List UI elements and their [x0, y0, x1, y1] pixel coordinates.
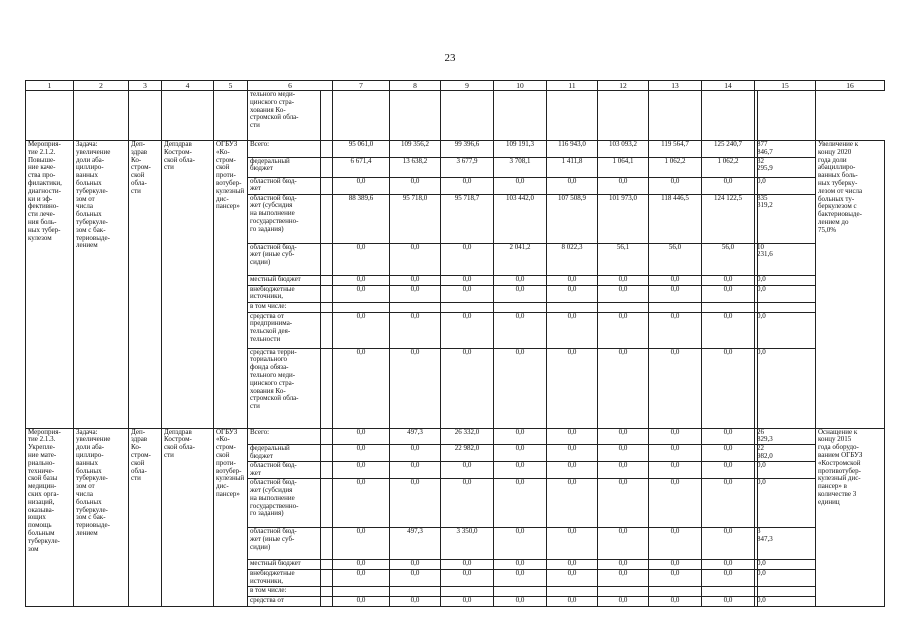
amount-cell: 0,0 — [494, 597, 547, 607]
amount-cell: 1 062,2 — [649, 157, 702, 177]
funding-source-cell: федеральный бюджет — [248, 157, 321, 177]
spacer-cell — [321, 312, 333, 348]
funding-source-cell: внебюджетные источники, — [248, 570, 321, 587]
column-number-header: 4 — [162, 81, 214, 91]
amount-cell: 0,0 — [390, 597, 441, 607]
funding-source-cell: Всего: — [248, 428, 321, 445]
amount-cell: 0,0 — [390, 445, 441, 462]
funding-source-cell: в том числе: — [248, 587, 321, 597]
amount-cell: 0,0 — [333, 243, 390, 275]
spacer-cell — [758, 348, 816, 428]
amount-cell — [702, 587, 755, 597]
amount-cell — [547, 302, 598, 312]
amount-cell: 0,0 — [702, 285, 755, 302]
column-number-header: 12 — [598, 81, 649, 91]
continuation-row — [26, 91, 885, 141]
amount-cell: 0,0 — [598, 285, 649, 302]
participant-cell: ОГБУЗ «Ко- стром- ской проти- вотубер- кулезный дис- пансер» — [214, 141, 248, 429]
amount-cell: 0,0 — [649, 597, 702, 607]
amount-cell: 0,0 — [598, 428, 649, 445]
column-number-header: 7 — [333, 81, 390, 91]
amount-cell: 56,1 — [598, 243, 649, 275]
amount-cell: 0,0 — [441, 285, 494, 302]
amount-cell: 0,0 — [333, 428, 390, 445]
amount-cell: 0,0 — [441, 348, 494, 428]
amount-cell: 0,0 — [649, 312, 702, 348]
amount-cell: 0,0 — [333, 597, 390, 607]
amount-cell — [333, 587, 390, 597]
funding-source-cell: в том числе: — [248, 302, 321, 312]
spacer-cell — [758, 462, 816, 479]
amount-cell: 0,0 — [390, 243, 441, 275]
spacer-cell — [321, 194, 333, 243]
spacer-cell — [321, 348, 333, 428]
amount-cell: 0,0 — [598, 177, 649, 194]
amount-cell: 101 973,0 — [598, 194, 649, 243]
spacer-cell — [321, 157, 333, 177]
amount-cell: 497,3 — [390, 528, 441, 560]
event-name-cell: Мероприя- тие 2.1.2. Повыше- ние каче- ства про- филактики, диагности- ки и эф- фективно- сти лече- ния боль- ных тубер- кулезом — [26, 141, 74, 429]
amount-cell: 0,0 — [441, 479, 494, 528]
amount-cell: 0,0 — [755, 560, 758, 570]
funding-source-cell: средства от — [248, 597, 321, 607]
amount-cell: 0,0 — [494, 312, 547, 348]
amount-cell: 0,0 — [390, 348, 441, 428]
amount-cell: 0,0 — [598, 275, 649, 285]
amount-cell: 0,0 — [702, 348, 755, 428]
funding-source-cell: федеральный бюджет — [248, 445, 321, 462]
amount-cell: 0,0 — [494, 177, 547, 194]
amount-cell: 3 677,9 — [441, 157, 494, 177]
spacer-cell — [321, 275, 333, 285]
amount-cell: 0,0 — [702, 312, 755, 348]
empty-cell — [74, 91, 129, 141]
amount-cell: 0,0 — [598, 528, 649, 560]
event-name-cell: Мероприя- тие 2.1.3. Укрепле- ние мате- риально- техниче- ской базы медицин- ских орга- низаций, оказыва- ющих помощь больным туберкуле- зом — [26, 428, 74, 607]
column-number-header: 14 — [702, 81, 755, 91]
spacer-cell — [758, 302, 816, 312]
financing-row — [26, 428, 885, 445]
amount-cell: 0,0 — [598, 597, 649, 607]
amount-cell: 0,0 — [598, 312, 649, 348]
amount-cell: 13 638,2 — [390, 157, 441, 177]
page-number: 23 — [444, 52, 456, 64]
amount-cell: 0,0 — [494, 560, 547, 570]
empty-cell — [129, 91, 162, 141]
amount-cell: 0,0 — [649, 528, 702, 560]
amount-cell: 10 231,6 — [755, 243, 758, 275]
amount-cell — [702, 302, 755, 312]
column-number-header: 11 — [547, 81, 598, 91]
amount-cell: 0,0 — [333, 479, 390, 528]
empty-cell — [214, 91, 248, 141]
amount-cell: 8 022,3 — [547, 243, 598, 275]
amount-cell: 0,0 — [547, 528, 598, 560]
amount-cell: 0,0 — [494, 462, 547, 479]
spacer-cell — [321, 528, 333, 560]
spacer-cell — [321, 587, 333, 597]
amount-cell: 0,0 — [333, 445, 390, 462]
amount-cell: 0,0 — [390, 312, 441, 348]
amount-cell — [598, 302, 649, 312]
amount-cell: 2 041,2 — [494, 243, 547, 275]
empty-cell — [441, 91, 494, 141]
amount-cell: 0,0 — [547, 177, 598, 194]
amount-cell: 0,0 — [649, 348, 702, 428]
empty-cell — [598, 91, 649, 141]
amount-cell — [390, 302, 441, 312]
column-number-header: 5 — [214, 81, 248, 91]
spacer-cell — [758, 312, 816, 348]
amount-cell: 0,0 — [494, 348, 547, 428]
amount-cell: 3 350,0 — [441, 528, 494, 560]
spacer-cell — [758, 479, 816, 528]
spacer-cell — [321, 243, 333, 275]
amount-cell: 0,0 — [755, 462, 758, 479]
spacer-cell — [321, 479, 333, 528]
amount-cell: 0,0 — [333, 560, 390, 570]
amount-cell: 0,0 — [333, 312, 390, 348]
amount-cell: 0,0 — [547, 570, 598, 587]
amount-cell: 0,0 — [755, 312, 758, 348]
amount-cell: 103 093,2 — [598, 141, 649, 158]
amount-cell: 0,0 — [547, 445, 598, 462]
column-number-header: 2 — [74, 81, 129, 91]
amount-cell: 0,0 — [547, 428, 598, 445]
task-cell: Задача: увеличение доли аба- циллиро- ванных больных туберкуле- зом от числа больных туберкуле- зом с бак- териовыде- лением — [74, 428, 129, 607]
funding-source-cell: областной бюд- жет (субсидия на выполнение государственно- го задания) — [248, 194, 321, 243]
spacer-cell — [758, 528, 816, 560]
empty-cell — [702, 91, 755, 141]
amount-cell: 6 671,4 — [333, 157, 390, 177]
amount-cell: 0,0 — [494, 528, 547, 560]
amount-cell: 0,0 — [649, 177, 702, 194]
amount-cell: 0,0 — [755, 597, 758, 607]
amount-cell: 0,0 — [755, 570, 758, 587]
amount-cell: 0,0 — [649, 445, 702, 462]
amount-cell: 0,0 — [649, 462, 702, 479]
amount-cell: 835 319,2 — [755, 194, 758, 243]
amount-cell: 32 295,9 — [755, 157, 758, 177]
empty-cell — [162, 91, 214, 141]
amount-cell: 1 062,2 — [702, 157, 755, 177]
amount-cell — [649, 302, 702, 312]
amount-cell: 0,0 — [494, 275, 547, 285]
empty-cell — [547, 91, 598, 141]
spacer-cell — [321, 428, 333, 445]
amount-cell: 0,0 — [649, 479, 702, 528]
column-number-header: 16 — [816, 81, 885, 91]
funding-source-cell: средства от предпринима- тельской дея- тельности — [248, 312, 321, 348]
amount-cell: 0,0 — [390, 560, 441, 570]
amount-cell: 0,0 — [494, 428, 547, 445]
amount-cell: 0,0 — [649, 570, 702, 587]
amount-cell: 1 411,8 — [547, 157, 598, 177]
funding-source-cell: местный бюджет — [248, 275, 321, 285]
amount-cell: 56,0 — [649, 243, 702, 275]
amount-cell: 0,0 — [441, 312, 494, 348]
executor-cell: Деп- здрав Ко- стром- ской обла- сти — [129, 141, 162, 429]
spacer-cell — [758, 597, 816, 607]
empty-cell — [321, 91, 333, 141]
spacer-cell — [321, 302, 333, 312]
amount-cell: 88 389,6 — [333, 194, 390, 243]
amount-cell: 125 240,7 — [702, 141, 755, 158]
amount-cell: 877 846,7 — [755, 141, 758, 158]
amount-cell — [547, 587, 598, 597]
spacer-cell — [321, 141, 333, 158]
amount-cell: 0,0 — [755, 479, 758, 528]
funding-source-cell: областной бюд- жет (субсидия на выполнение государственно- го задания) — [248, 479, 321, 528]
amount-cell: 0,0 — [755, 275, 758, 285]
amount-cell: 95 718,7 — [441, 194, 494, 243]
amount-cell: 0,0 — [702, 462, 755, 479]
amount-cell: 0,0 — [649, 428, 702, 445]
funding-source-cell: областной бюд- жет — [248, 177, 321, 194]
funding-source-cell: тельного меди- цинского стра- хования Ко- стромской обла- сти — [248, 91, 321, 141]
expected-result-cell: Увеличение к концу 2020 года доли абациллиро- ванных боль- ных туберку- лезом от числа больных ту- беркулезом с бактериовыде- лением до 75,0% — [816, 141, 885, 429]
amount-cell: 0,0 — [598, 570, 649, 587]
amount-cell: 116 943,0 — [547, 141, 598, 158]
column-number-header: 10 — [494, 81, 547, 91]
spacer-cell — [758, 275, 816, 285]
amount-cell: 0,0 — [755, 285, 758, 302]
amount-cell: 56,0 — [702, 243, 755, 275]
amount-cell: 0,0 — [494, 570, 547, 587]
amount-cell: 0,0 — [494, 445, 547, 462]
expected-result-cell: Оснащение к концу 2015 года оборудо- ванием ОГБУЗ «Костромской противотубер- кулезный дис- пансер» в количестве 3 единиц — [816, 428, 885, 607]
financing-row — [26, 141, 885, 158]
funding-source-cell: Всего: — [248, 141, 321, 158]
executor-cell: Деп- здрав Ко- стром- ской обла- сти — [129, 428, 162, 607]
amount-cell: 0,0 — [390, 177, 441, 194]
amount-cell: 0,0 — [702, 479, 755, 528]
program-financing-table — [25, 80, 885, 607]
amount-cell: 0,0 — [702, 177, 755, 194]
spacer-cell — [321, 462, 333, 479]
spacer-cell — [758, 243, 816, 275]
administrator-cell: Депздрав Костром- ской обла- сти — [162, 141, 214, 429]
amount-cell: 0,0 — [547, 462, 598, 479]
spacer-cell — [758, 177, 816, 194]
column-number-header: 3 — [129, 81, 162, 91]
amount-cell — [494, 302, 547, 312]
amount-cell: 1 064,1 — [598, 157, 649, 177]
funding-source-cell: местный бюджет — [248, 560, 321, 570]
empty-cell — [649, 91, 702, 141]
amount-cell: 0,0 — [702, 570, 755, 587]
column-number-header: 15 — [755, 81, 816, 91]
funding-source-cell: областной бюд- жет — [248, 462, 321, 479]
amount-cell: 0,0 — [702, 275, 755, 285]
amount-cell: 0,0 — [547, 597, 598, 607]
task-cell: Задача: увеличение доли аба- циллиро- ванных больных туберкуле- зом от числа больных туберкуле- зом с бак- териовыде- лением — [74, 141, 129, 429]
participant-cell: ОГБУЗ «Ко- стром- ской проти- вотубер- кулезный дис- пансер» — [214, 428, 248, 607]
amount-cell: 0,0 — [598, 560, 649, 570]
amount-cell: 95 718,0 — [390, 194, 441, 243]
amount-cell — [441, 302, 494, 312]
amount-cell: 0,0 — [333, 285, 390, 302]
spacer-cell — [321, 285, 333, 302]
amount-cell: 0,0 — [441, 177, 494, 194]
amount-cell: 0,0 — [390, 462, 441, 479]
column-number-header: 13 — [649, 81, 702, 91]
administrator-cell: Депздрав Костром- ской обла- сти — [162, 428, 214, 607]
amount-cell: 22 982,0 — [755, 445, 758, 462]
amount-cell: 0,0 — [333, 275, 390, 285]
spacer-cell — [321, 597, 333, 607]
amount-cell: 0,0 — [598, 348, 649, 428]
amount-cell: 124 122,5 — [702, 194, 755, 243]
amount-cell — [333, 302, 390, 312]
amount-cell — [598, 587, 649, 597]
amount-cell: 0,0 — [390, 285, 441, 302]
amount-cell: 0,0 — [494, 285, 547, 302]
amount-cell: 109 356,2 — [390, 141, 441, 158]
amount-cell: 107 508,9 — [547, 194, 598, 243]
amount-cell: 0,0 — [441, 462, 494, 479]
amount-cell — [494, 587, 547, 597]
funding-source-cell: областной бюд- жет (иные суб- сидии) — [248, 243, 321, 275]
amount-cell: 0,0 — [441, 570, 494, 587]
amount-cell: 0,0 — [755, 348, 758, 428]
empty-cell — [494, 91, 547, 141]
amount-cell: 118 446,5 — [649, 194, 702, 243]
empty-cell — [333, 91, 390, 141]
amount-cell: 26 332,0 — [441, 428, 494, 445]
amount-cell: 103 442,0 — [494, 194, 547, 243]
funding-source-cell: внебюджетные источники, — [248, 285, 321, 302]
amount-cell — [390, 587, 441, 597]
amount-cell: 0,0 — [702, 428, 755, 445]
header-row — [26, 81, 885, 91]
amount-cell: 0,0 — [547, 285, 598, 302]
amount-cell: 0,0 — [547, 479, 598, 528]
amount-cell: 3 708,1 — [494, 157, 547, 177]
amount-cell: 99 396,6 — [441, 141, 494, 158]
amount-cell: 119 564,7 — [649, 141, 702, 158]
column-number-header: 1 — [26, 81, 74, 91]
spacer-cell — [321, 445, 333, 462]
amount-cell: 0,0 — [547, 312, 598, 348]
spacer-cell — [321, 177, 333, 194]
amount-cell: 22 982,0 — [441, 445, 494, 462]
amount-cell: 0,0 — [390, 275, 441, 285]
amount-cell: 0,0 — [649, 560, 702, 570]
spacer-cell — [758, 285, 816, 302]
funding-source-cell: средства терри- ториального фонда обяза- тельного меди- цинского стра- хования Ко- стромской обла- сти — [248, 348, 321, 428]
amount-cell: 0,0 — [441, 597, 494, 607]
spacer-cell — [321, 570, 333, 587]
amount-cell: 3 847,3 — [755, 528, 758, 560]
amount-cell: 0,0 — [598, 479, 649, 528]
amount-cell: 0,0 — [702, 597, 755, 607]
spacer-cell — [758, 587, 816, 597]
amount-cell: 0,0 — [649, 275, 702, 285]
amount-cell: 0,0 — [598, 462, 649, 479]
amount-cell: 0,0 — [333, 177, 390, 194]
amount-cell: 497,3 — [390, 428, 441, 445]
amount-cell: 0,0 — [390, 479, 441, 528]
empty-cell — [26, 91, 74, 141]
amount-cell: 0,0 — [702, 560, 755, 570]
amount-cell: 0,0 — [441, 243, 494, 275]
empty-cell — [758, 91, 816, 141]
spacer-cell — [758, 570, 816, 587]
amount-cell: 0,0 — [702, 528, 755, 560]
column-number-header: 9 — [441, 81, 494, 91]
amount-cell — [649, 587, 702, 597]
amount-cell: 0,0 — [390, 570, 441, 587]
amount-cell: 0,0 — [333, 528, 390, 560]
amount-cell: 109 191,3 — [494, 141, 547, 158]
amount-cell: 0,0 — [333, 570, 390, 587]
column-number-header: 6 — [248, 81, 333, 91]
amount-cell: 0,0 — [494, 479, 547, 528]
amount-cell: 0,0 — [441, 560, 494, 570]
amount-cell: 0,0 — [649, 285, 702, 302]
amount-cell: 0,0 — [702, 445, 755, 462]
empty-cell — [390, 91, 441, 141]
amount-cell: 26 829,3 — [755, 428, 758, 445]
amount-cell: 0,0 — [441, 275, 494, 285]
amount-cell: 0,0 — [547, 348, 598, 428]
column-number-header: 8 — [390, 81, 441, 91]
funding-source-cell: областной бюд- жет (иные суб- сидии) — [248, 528, 321, 560]
amount-cell — [441, 587, 494, 597]
amount-cell: 0,0 — [333, 462, 390, 479]
amount-cell: 0,0 — [333, 348, 390, 428]
amount-cell: 0,0 — [755, 177, 758, 194]
spacer-cell — [321, 560, 333, 570]
amount-cell: 0,0 — [547, 560, 598, 570]
amount-cell: 0,0 — [547, 275, 598, 285]
amount-cell: 0,0 — [598, 445, 649, 462]
amount-cell: 95 061,0 — [333, 141, 390, 158]
spacer-cell — [758, 560, 816, 570]
